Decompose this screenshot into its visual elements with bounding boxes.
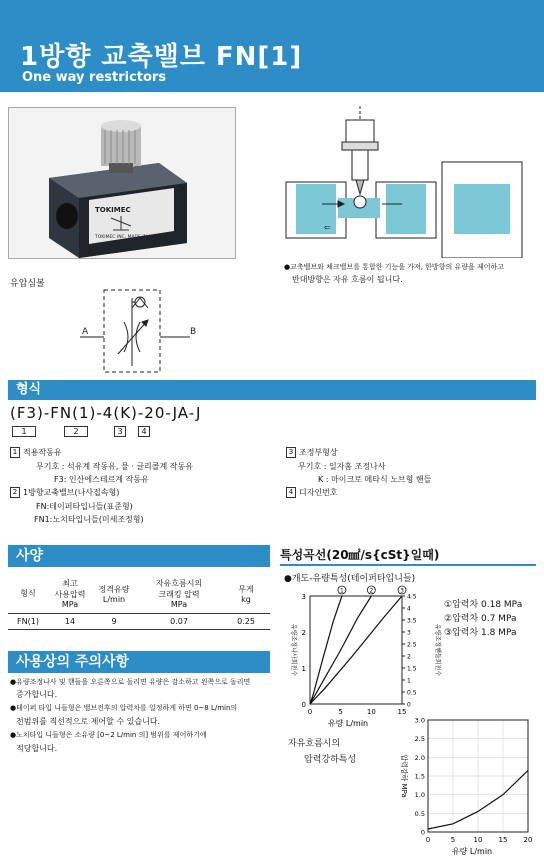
option-2-a: FN:테이퍼타입니들(표준형) <box>36 502 133 511</box>
option-3-title: 3 조정부형상 <box>286 447 338 458</box>
spec-cell-cracking: 0.07 <box>170 616 188 626</box>
hydraulic-symbol <box>80 282 204 378</box>
feature-note-line1: ●교축밸브와 체크밸브를 통합한 기능을 가져, 한방향의 유량을 제어하고 <box>284 263 505 271</box>
option-3-a: 무기호 : 일자홈 조정나사 <box>298 462 386 471</box>
chart2-x-tick: 5 <box>450 836 456 844</box>
spec-cell-model: FN(1) <box>17 616 39 626</box>
option-1-title: 1 적용작동유 <box>10 447 62 458</box>
model-section-header: 형식 <box>8 380 536 400</box>
spec-head-flow: 정격유량 L/min <box>92 575 136 613</box>
chart2-x-tick: 0 <box>425 836 431 844</box>
chart1-y-label-right: 유량조정핸들회전수 <box>434 623 441 677</box>
chart1-y-tick-right: 3.5 <box>407 617 417 625</box>
caution-section-header: 사용상의 주의사항 <box>8 651 270 673</box>
spec-head-weight: 무게 kg <box>222 575 270 613</box>
brand-label: TOKIMEC <box>95 206 131 214</box>
chart1-y-tick-right: 1 <box>407 677 411 685</box>
option-2-title: 2 1방향교축밸브(나사접속형) <box>10 487 119 498</box>
svg-text:⇐: ⇐ <box>324 223 331 232</box>
chart1-y-tick-right: 2.5 <box>407 641 417 649</box>
spec-cell-weight: 0.25 <box>237 616 255 626</box>
chart2-y-tick: 1.5 <box>414 772 425 781</box>
chart1-x-tick: 0 <box>307 708 313 716</box>
chart1-series-line-2 <box>310 596 371 704</box>
cross-section-drawing <box>282 102 528 258</box>
chart1-x-tick: 5 <box>338 708 343 716</box>
caution-1-line1: ●유량조정나사 및 핸들을 오른쪽으로 돌리면 유량은 감소하고 왼쪽으로 돌리면 <box>10 678 251 686</box>
caution-1-line2: 증가합니다. <box>16 690 58 699</box>
model-box-4: 4 <box>138 426 150 437</box>
spec-head-pressure: 최고 사용압력 MPa <box>48 575 92 613</box>
caution-2-line2: 전범위를 직선적으로 제어할 수 있습니다. <box>16 717 161 726</box>
option-4-title: 4 디자인번호 <box>286 487 338 498</box>
chart1-y-tick-left: 1 <box>301 665 306 673</box>
spec-cell-pressure: 14 <box>64 616 76 626</box>
chart1-y-tick-right: 4.5 <box>407 593 417 601</box>
spec-cell-flow: 9 <box>111 616 117 626</box>
spec-table <box>8 575 270 630</box>
caution-2-line1: ●테이퍼 타입 니들형은 밸브전후의 압력차를 일정하게 하면 0~8 L/min의 <box>10 704 238 712</box>
option-1-b: F3: 인산에스테르계 작동유 <box>54 475 149 484</box>
chart1-y-tick-left: 3 <box>301 593 306 601</box>
chart1-x-tick: 10 <box>366 708 376 716</box>
chart2-y-tick: 2.5 <box>414 735 425 744</box>
chart2-title-line2: 압력강하특성 <box>304 755 357 765</box>
chart1-y-tick-right: 2 <box>407 653 411 661</box>
caution-3-line2: 적당합니다. <box>16 744 58 753</box>
chart1-series-label-2: 2 <box>369 587 374 595</box>
chart1-x-tick: 15 <box>397 708 407 716</box>
chart1-y-label-left: 유량조정나사회전수 <box>290 623 297 677</box>
valve-photo-illustration <box>9 108 235 258</box>
legend-3: ③압력차 1.8 MPa <box>444 628 517 638</box>
chart1-y-tick-left: 2 <box>301 629 306 637</box>
chart1-y-tick-right: 0 <box>407 701 411 709</box>
chart2-x-label: 유량 L/min <box>451 847 493 856</box>
spec-section-header: 사양 <box>8 545 270 567</box>
option-2-b: FN1:노치타입니들(미세조정형) <box>34 515 144 524</box>
chart2-x-tick: 15 <box>498 836 508 844</box>
feature-note-line2: 반대방향은 자유 흐름이 됩니다. <box>292 275 403 284</box>
model-box-2: 2 <box>64 426 88 437</box>
product-photo <box>8 107 236 259</box>
port-b-label: B <box>190 327 197 337</box>
chart1-x-label: 유량 L/min <box>327 719 369 728</box>
chart2-y-tick: 1.0 <box>414 791 425 800</box>
page-title: 1방향 교축밸브 FN[1] <box>20 42 303 72</box>
caution-3-line1: ●노치타입 니들형은 소유량 [0~2 L/min 의] 범위를 제어하기에 <box>10 731 207 739</box>
curves-section-header: 특성곡선(20㎟/s{cSt}일때) <box>280 546 536 566</box>
model-box-3: 3 <box>114 426 126 437</box>
chart-pressure-drop <box>388 712 538 858</box>
port-a-label: A <box>82 327 89 337</box>
spec-head-model: 형식 <box>8 575 48 613</box>
chart1-series-line-3 <box>310 596 402 704</box>
chart2-y-label: 압력강하 MPa <box>400 754 408 798</box>
chart1-series-label-3: 3 <box>400 587 404 595</box>
chart-flow-vs-turns <box>282 584 442 728</box>
chart1-y-tick-right: 1.5 <box>407 665 417 673</box>
chart2-y-tick: 2.0 <box>414 753 425 762</box>
chart2-x-tick: 20 <box>523 836 533 844</box>
option-3-b: K : 마이크로 메타식 노브형 핸들 <box>318 475 432 484</box>
chart1-title: ●개도-유량특성(테이퍼타입니들) <box>284 574 416 584</box>
chart2-y-tick: 0 <box>420 828 425 837</box>
page-subtitle: One way restrictors <box>22 70 167 85</box>
symbol-title: 유압심볼 <box>10 279 45 289</box>
spec-head-cracking: 자유흐름시의 크래킹 압력 MPa <box>136 575 222 613</box>
chart2-y-tick: 3.0 <box>414 716 425 725</box>
chart1-y-tick-left: 0 <box>301 701 306 709</box>
chart2-x-tick: 10 <box>473 836 483 844</box>
brand-line: TOKIMEC INC. MADE IN JAPAN <box>95 235 162 240</box>
legend-2: ②압력차 0.7 MPa <box>444 614 517 624</box>
chart1-y-tick-right: 0.5 <box>407 689 417 697</box>
model-code: (F3)-FN(1)-4(K)-20-JA-J <box>10 404 202 422</box>
chart1-y-tick-right: 4 <box>407 605 411 613</box>
legend-1: ①압력차 0.18 MPa <box>444 600 523 610</box>
chart2-y-tick: 0.5 <box>414 809 425 818</box>
model-box-1: 1 <box>12 426 36 437</box>
chart1-series-label-1: 1 <box>339 587 344 595</box>
chart1-y-tick-right: 3 <box>407 629 411 637</box>
chart2-title-line1: 자유흐름시의 <box>288 739 341 749</box>
option-1-a: 무기호 : 석유계 작동유, 물 · 글리콜계 작동유 <box>36 462 193 471</box>
